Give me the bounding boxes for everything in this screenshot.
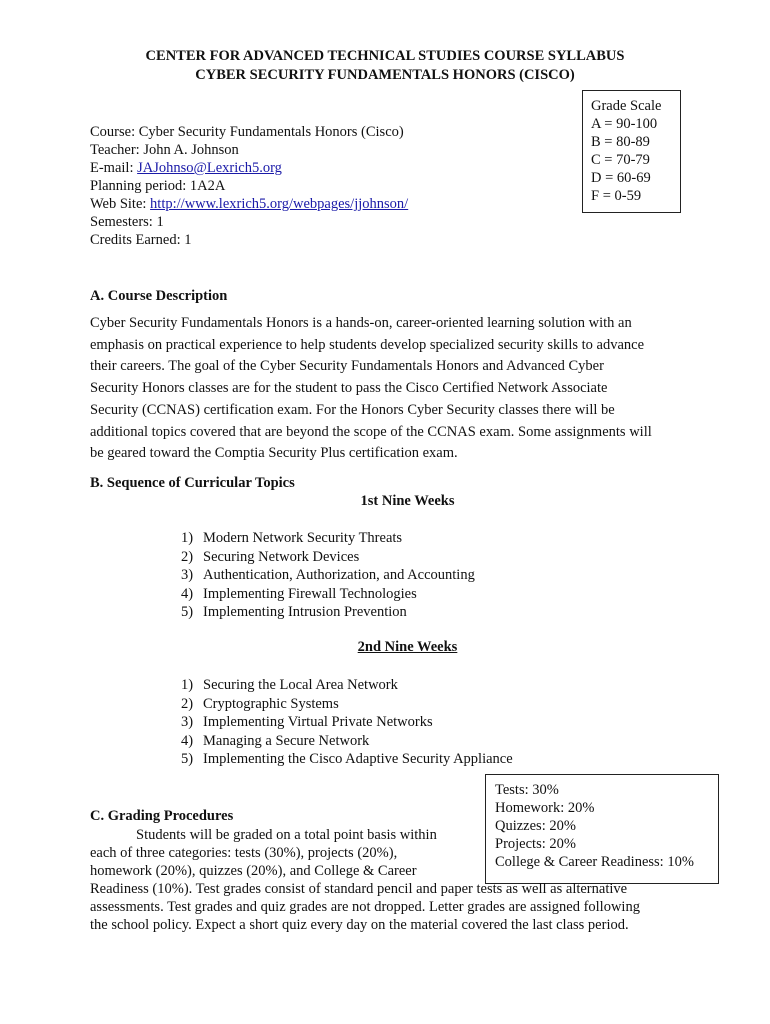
first-nine-weeks-list [181,529,475,622]
semesters: Semesters: 1 [90,214,164,230]
paragraph-line: Students will be graded on a total point basis within [136,827,437,843]
course-description [90,313,710,465]
list-text: Implementing Firewall Technologies [203,585,417,602]
weight-item: Homework: 20% [495,800,595,816]
syllabus-title: CENTER FOR ADVANCED TECHNICAL STUDIES COURSE SYLLABUS [145,48,625,64]
paragraph-line: their careers. The goal of the Cyber Security Fundamentals Honors and Advanced Cyber [90,358,604,375]
course-info [90,123,408,249]
list-item [181,695,513,714]
list-number: 5) [181,604,194,620]
first-nine-weeks-title: 1st Nine Weeks [360,493,455,509]
list-text: Managing a Secure Network [203,732,370,749]
list-number: 4) [181,585,194,602]
second-nine-weeks-list [181,676,513,769]
paragraph-line: homework (20%), quizzes (20%), and College & Career [90,863,417,879]
weight-item: Tests: 30% [495,782,559,798]
list-item [181,676,513,695]
list-text: Authentication, Authorization, and Accounting [203,567,475,583]
grade-scale-item: F = 0-59 [591,188,642,204]
list-number: 1) [181,530,194,546]
section-b-heading: B. Sequence of Curricular Topics [90,475,295,491]
website-row [90,195,408,213]
email-link[interactable]: JAJohnso@Lexrich5.org [137,160,282,176]
list-number: 3) [181,567,194,583]
email-row [90,159,408,177]
weight-item: Quizzes: 20% [495,818,576,834]
grade-scale-item: B = 80-89 [591,134,650,150]
paragraph-line: be geared toward the Comptia Security Plus certification exam. [90,445,458,462]
list-item [181,566,475,585]
list-number: 5) [181,751,194,767]
list-item [181,732,513,751]
list-text: Implementing Intrusion Prevention [203,604,407,620]
grading-procedures [90,826,640,934]
list-text: Securing Network Devices [203,548,360,565]
weight-item: Projects: 20% [495,836,576,852]
grade-scale-title: Grade Scale [591,98,662,114]
grade-scale-item: C = 70-79 [591,152,650,168]
list-item [181,548,475,567]
list-item [181,713,513,732]
list-number: 2) [181,695,194,712]
paragraph-line: additional topics covered that are beyond the scope of the CCNAS exam. Some assignments will [90,423,652,440]
list-item [181,750,513,769]
credits-earned: Credits Earned: 1 [90,232,192,248]
list-text: Cryptographic Systems [203,695,339,712]
grade-scale-box [582,90,681,213]
list-text: Implementing Virtual Private Networks [203,714,433,730]
list-item [181,585,475,604]
list-text: Securing the Local Area Network [203,677,398,693]
second-nine-weeks-title: 2nd Nine Weeks [357,639,458,655]
section-c-heading: C. Grading Procedures [90,808,234,824]
list-item [181,529,475,548]
planning-period: Planning period: 1A2A [90,178,226,194]
teacher-name: Teacher: John A. Johnson [90,142,239,158]
website-label: Web Site: [90,196,151,212]
course-title: CYBER SECURITY FUNDAMENTALS HONORS (CISCO) [195,67,575,83]
paragraph-line: the school policy. Expect a short quiz every day on the material covered the last class period. [90,917,629,933]
paragraph-line: Security (CCNAS) certification exam. For the Honors Cyber Security classes there will be [90,401,615,418]
section-a-heading: A. Course Description [90,288,228,304]
course-name: Course: Cyber Security Fundamentals Honors (Cisco) [90,124,404,140]
paragraph-line: each of three categories: tests (30%), projects (20%), [90,845,398,861]
list-number: 4) [181,732,194,749]
weight-item: College & Career Readiness: 10% [495,854,694,870]
grade-scale-item: A = 90-100 [591,116,658,132]
list-text: Modern Network Security Threats [203,530,403,546]
paragraph-line: assessments. Test grades and quiz grades are not dropped. Letter grades are assigned following [90,899,640,915]
list-number: 3) [181,714,194,730]
grade-scale-item: D = 60-69 [591,170,651,186]
list-text: Implementing the Cisco Adaptive Security Appliance [203,751,513,767]
list-number: 2) [181,548,194,565]
paragraph-line: emphasis on practical experience to help students develop specialized security skills to advance [90,336,645,353]
paragraph-line: Security Honors classes are for the student to pass the Cisco Certified Network Associate [90,380,608,397]
website-link[interactable]: http://www.lexrich5.org/webpages/jjohnson/ [150,196,409,212]
paragraph-line: Cyber Security Fundamentals Honors is a hands-on, career-oriented learning solution with an [90,315,632,331]
paragraph-line: Readiness (10%). Test grades consist of standard pencil and paper tests as well as alternative [90,881,628,897]
email-label: E-mail: [90,160,138,176]
list-item [181,603,475,622]
list-number: 1) [181,677,194,693]
